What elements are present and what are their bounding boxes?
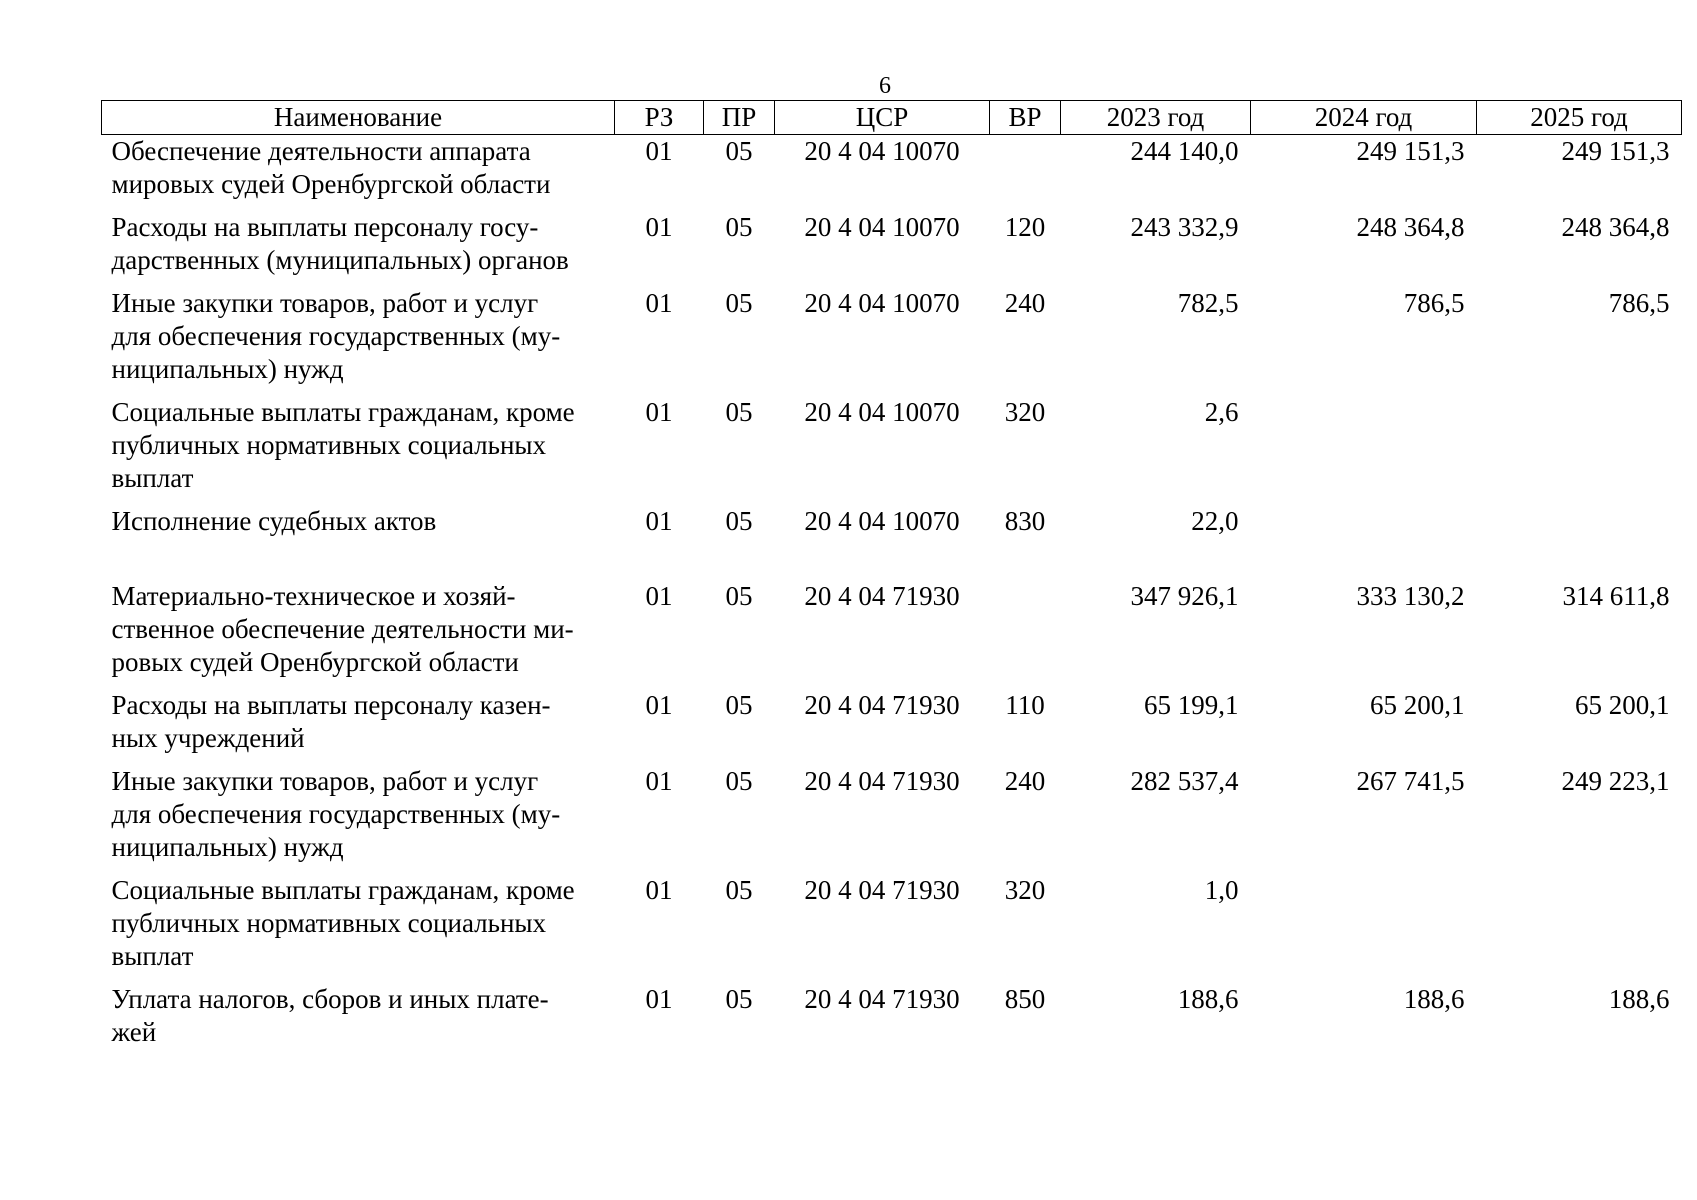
table-row <box>102 505 1682 580</box>
row-vr <box>990 580 1061 689</box>
row-rz: 01 <box>645 690 673 720</box>
table-row <box>102 135 1682 212</box>
row-name-line: ниципальных) нужд <box>111 354 344 384</box>
table-row <box>102 396 1682 505</box>
table-row <box>102 689 1682 765</box>
row-pr: 05 <box>725 875 753 905</box>
row-2024: 248 364,8 <box>1356 212 1465 242</box>
row-rz: 01 <box>645 766 673 796</box>
row-name-line: ственное обеспечение деятельности ми- <box>111 614 574 644</box>
header-2024: 2024 год <box>1251 101 1477 135</box>
page-number: 6 <box>879 73 891 99</box>
row-name-line: Расходы на выплаты персоналу госу- <box>111 212 539 242</box>
row-pr: 05 <box>725 690 753 720</box>
row-vr: 320 <box>1004 875 1046 905</box>
row-vr: 240 <box>1004 766 1046 796</box>
row-2025 <box>1477 505 1682 580</box>
row-vr: 240 <box>1004 288 1046 318</box>
row-pr: 05 <box>725 766 753 796</box>
row-2025: 249 223,1 <box>1561 766 1670 796</box>
row-2025: 188,6 <box>1608 984 1670 1014</box>
header-pr: ПР <box>704 101 775 135</box>
table-header <box>102 101 1682 135</box>
row-2025: 314 611,8 <box>1562 581 1670 611</box>
row-rz: 01 <box>645 506 673 536</box>
row-name <box>102 874 615 983</box>
row-name-line: Иные закупки товаров, работ и услуг <box>111 288 539 318</box>
row-name-line: для обеспечения государственных (му- <box>111 799 561 829</box>
row-vr <box>990 135 1061 212</box>
table-row <box>102 765 1682 874</box>
row-csr: 20 4 04 10070 <box>804 397 960 427</box>
row-name-line: Исполнение судебных актов <box>111 506 437 536</box>
row-name-line: Иные закупки товаров, работ и услуг <box>111 766 539 796</box>
row-csr: 20 4 04 10070 <box>804 212 960 242</box>
row-rz: 01 <box>645 397 673 427</box>
row-name <box>102 396 615 505</box>
row-name-line: Социальные выплаты гражданам, кроме <box>111 397 575 427</box>
row-2023: 243 332,9 <box>1130 212 1239 242</box>
row-name-line: мировых судей Оренбургской области <box>111 169 551 199</box>
row-2024: 786,5 <box>1403 288 1465 318</box>
row-name-line: дарственных (муниципальных) органов <box>111 245 569 275</box>
row-2023: 782,5 <box>1177 288 1239 318</box>
table-row <box>102 983 1682 1049</box>
row-2024 <box>1251 505 1477 580</box>
row-name <box>102 505 615 580</box>
row-pr: 05 <box>725 397 753 427</box>
row-pr: 05 <box>725 581 753 611</box>
row-csr: 20 4 04 71930 <box>804 984 960 1014</box>
row-rz: 01 <box>645 212 673 242</box>
row-name <box>102 983 615 1049</box>
row-2025 <box>1477 874 1682 983</box>
row-name-line: Обеспечение деятельности аппарата <box>111 136 531 166</box>
row-name <box>102 287 615 396</box>
table-row <box>102 580 1682 689</box>
row-pr: 05 <box>725 212 753 242</box>
row-rz: 01 <box>645 875 673 905</box>
row-csr: 20 4 04 71930 <box>804 766 960 796</box>
row-name <box>102 211 615 287</box>
row-2025: 786,5 <box>1608 288 1670 318</box>
header-2023: 2023 год <box>1061 101 1251 135</box>
row-csr: 20 4 04 71930 <box>804 581 960 611</box>
table-row <box>102 874 1682 983</box>
row-2023: 282 537,4 <box>1130 766 1239 796</box>
row-2023: 188,6 <box>1177 984 1239 1014</box>
row-2024: 249 151,3 <box>1356 136 1465 166</box>
row-pr: 05 <box>725 984 753 1014</box>
header-vr: ВР <box>990 101 1061 135</box>
row-2023: 1,0 <box>1204 875 1239 905</box>
row-name-line: публичных нормативных социальных <box>111 908 547 938</box>
row-pr: 05 <box>725 506 753 536</box>
header-2025: 2025 год <box>1477 101 1682 135</box>
row-rz: 01 <box>645 288 673 318</box>
row-pr: 05 <box>725 136 753 166</box>
row-2023: 347 926,1 <box>1130 581 1239 611</box>
row-name <box>102 689 615 765</box>
row-csr: 20 4 04 71930 <box>804 690 960 720</box>
row-2023: 2,6 <box>1204 397 1239 427</box>
row-2023: 65 199,1 <box>1144 690 1239 720</box>
row-name-line: выплат <box>111 941 194 971</box>
row-2024 <box>1251 874 1477 983</box>
row-2024: 188,6 <box>1403 984 1465 1014</box>
row-name-line: ниципальных) нужд <box>111 832 344 862</box>
row-rz: 01 <box>645 581 673 611</box>
row-csr: 20 4 04 10070 <box>804 506 960 536</box>
row-name-line: публичных нормативных социальных <box>111 430 547 460</box>
row-name-line: Расходы на выплаты персоналу казен- <box>111 690 551 720</box>
row-vr: 830 <box>1004 506 1046 536</box>
row-name <box>102 580 615 689</box>
row-name-line: Уплата налогов, сборов и иных плате- <box>111 984 549 1014</box>
header-rz: РЗ <box>615 101 704 135</box>
row-rz: 01 <box>645 136 673 166</box>
row-name <box>102 765 615 874</box>
row-rz: 01 <box>645 984 673 1014</box>
row-2024 <box>1251 396 1477 505</box>
row-name-line: Материально-техническое и хозяй- <box>111 581 516 611</box>
row-name-line: жей <box>111 1017 157 1047</box>
row-2025 <box>1477 396 1682 505</box>
row-vr: 850 <box>1004 984 1046 1014</box>
row-vr: 120 <box>1004 212 1046 242</box>
table-row <box>102 211 1682 287</box>
row-2024: 65 200,1 <box>1370 690 1465 720</box>
row-name <box>102 135 615 212</box>
row-2025: 65 200,1 <box>1575 690 1670 720</box>
table-body <box>102 135 1682 1050</box>
row-2025: 249 151,3 <box>1561 136 1670 166</box>
budget-table <box>101 100 1682 1049</box>
row-vr: 320 <box>1004 397 1046 427</box>
row-2025: 248 364,8 <box>1561 212 1670 242</box>
row-vr: 110 <box>1005 690 1045 720</box>
row-2023: 22,0 <box>1191 506 1239 536</box>
row-name-line: выплат <box>111 463 194 493</box>
row-name-line: ровых судей Оренбургской области <box>111 647 519 677</box>
row-pr: 05 <box>725 288 753 318</box>
row-name-line: для обеспечения государственных (му- <box>111 321 561 351</box>
row-csr: 20 4 04 71930 <box>804 875 960 905</box>
row-2024: 267 741,5 <box>1356 766 1465 796</box>
row-csr: 20 4 04 10070 <box>804 288 960 318</box>
row-name-line: ных учреждений <box>111 723 305 753</box>
header-name: Наименование <box>102 101 615 135</box>
row-2024: 333 130,2 <box>1356 581 1465 611</box>
header-row <box>102 101 1682 135</box>
header-csr: ЦСР <box>775 101 990 135</box>
row-csr: 20 4 04 10070 <box>804 136 960 166</box>
row-name-line: Социальные выплаты гражданам, кроме <box>111 875 575 905</box>
row-2023: 244 140,0 <box>1130 136 1239 166</box>
table-row <box>102 287 1682 396</box>
